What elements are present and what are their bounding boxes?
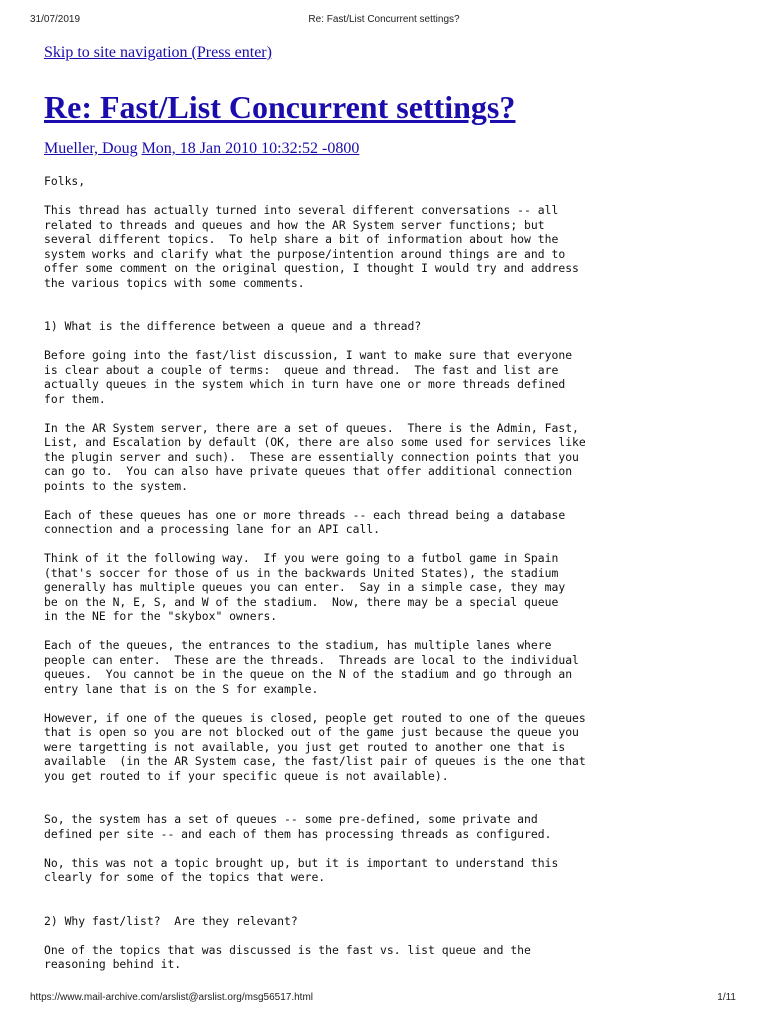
message-line: you get routed to if your specific queue is not available). bbox=[44, 768, 449, 783]
message-line: Each of the queues, the entrances to the stadium, has multiple lanes where bbox=[44, 638, 552, 652]
message-line: people can enter. These are the threads. Threads are local to the individual bbox=[44, 652, 579, 667]
message-line: defined per site -- and each of them has processing threads as configured. bbox=[44, 826, 552, 841]
message-line: that is open so you are not blocked out of the game just because the queue you bbox=[44, 725, 579, 739]
message-line: for them. bbox=[44, 391, 106, 406]
message-line: the various topics with some comments. bbox=[44, 275, 305, 290]
message-line: Think of it the following way. If you were going to a futbol game in Spain bbox=[44, 551, 559, 565]
message-line bbox=[44, 841, 744, 856]
message-line: In the AR System server, there are a set of queues. There is the Admin, Fast, bbox=[44, 420, 579, 435]
message-meta bbox=[44, 140, 744, 160]
message-line: the plugin server and such). These are essentially connection points that you bbox=[44, 449, 579, 464]
message-body bbox=[44, 174, 744, 972]
author-link[interactable]: Mueller, Doug bbox=[44, 140, 138, 157]
message-line: Before going into the fast/list discussion, I want to make sure that everyone bbox=[44, 348, 573, 362]
message-line bbox=[44, 899, 744, 914]
message-line: points to the system. bbox=[44, 478, 189, 493]
message-line: However, if one of the queues is closed, people get routed to one of the queues bbox=[44, 710, 586, 725]
print-date: 31/07/2019 bbox=[30, 14, 81, 25]
message-content bbox=[44, 40, 744, 972]
message-line: actually queues in the system which in turn have one or more threads defined bbox=[44, 377, 566, 391]
message-line: were targetting is not available, you just get routed to another one that is bbox=[44, 739, 566, 754]
message-line: No, this was not a topic brought up, but it is important to understand this bbox=[44, 855, 559, 870]
message-line: be on the N, E, S, and W of the stadium. Now, there may be a special queue bbox=[44, 594, 559, 609]
message-line: related to threads and queues and how the AR System server functions; but bbox=[44, 217, 545, 232]
message-line bbox=[44, 696, 744, 711]
message-line: connection and a processing lane for an API call. bbox=[44, 522, 381, 536]
print-url: https://www.mail-archive.com/arslist@arslist.org/msg56517.html bbox=[30, 992, 314, 1003]
print-footer bbox=[0, 992, 768, 1008]
print-page-title: Re: Fast/List Concurrent settings? bbox=[308, 14, 460, 25]
message-line bbox=[44, 406, 744, 421]
message-line bbox=[44, 334, 744, 349]
message-line bbox=[44, 305, 744, 320]
message-line: List, and Escalation by default (OK, there are also some used for services like bbox=[44, 435, 586, 449]
message-line: Folks, bbox=[44, 174, 86, 188]
message-line: generally has multiple queues you can enter. Say in a simple case, they may bbox=[44, 580, 566, 594]
message-line: entry lane that is on the S for example. bbox=[44, 681, 319, 696]
message-line: (that's soccer for those of us in the backwards United States), the stadium bbox=[44, 565, 559, 580]
message-line: can go to. You can also have private queues that offer additional connection bbox=[44, 464, 573, 478]
message-line bbox=[44, 928, 744, 943]
message-line: in the NE for the "skybox" owners. bbox=[44, 609, 278, 623]
message-line: So, the system has a set of queues -- some pre-defined, some private and bbox=[44, 812, 538, 826]
page-title-link[interactable]: Re: Fast/List Concurrent settings? bbox=[44, 89, 516, 125]
message-line bbox=[44, 783, 744, 798]
message-line: This thread has actually turned into several different conversations -- all bbox=[44, 203, 559, 217]
page-title[interactable] bbox=[44, 88, 744, 126]
message-line: 1) What is the difference between a queue and a thread? bbox=[44, 319, 422, 333]
message-line bbox=[44, 885, 744, 900]
message-line bbox=[44, 189, 744, 204]
message-line: system works and clarify what the purpose/intention around things are and to bbox=[44, 246, 566, 261]
date-link[interactable]: Mon, 18 Jan 2010 10:32:52 -0800 bbox=[141, 140, 360, 157]
message-line bbox=[44, 624, 744, 639]
message-line: 2) Why fast/list? Are they relevant? bbox=[44, 913, 298, 928]
message-line: queues. You cannot be in the queue on the N of the stadium and go through an bbox=[44, 667, 573, 681]
message-line bbox=[44, 493, 744, 508]
message-line: One of the topics that was discussed is the fast vs. list queue and the bbox=[44, 942, 531, 957]
message-line: Each of these queues has one or more threads -- each thread being a database bbox=[44, 507, 566, 522]
message-line: available (in the AR System case, the fast/list pair of queues is the one that bbox=[44, 754, 586, 768]
print-page-number: 1/11 bbox=[717, 992, 736, 1003]
message-line: offer some comment on the original question, I thought I would try and address bbox=[44, 261, 579, 275]
print-header bbox=[0, 14, 768, 30]
skip-navigation-link[interactable]: Skip to site navigation (Press enter) bbox=[44, 44, 272, 61]
message-line: reasoning behind it. bbox=[44, 957, 182, 971]
message-line bbox=[44, 537, 744, 552]
message-line bbox=[44, 798, 744, 813]
message-line: several different topics. To help share a bit of information about how the bbox=[44, 232, 559, 246]
message-line: is clear about a couple of terms: queue and thread. The fast and list are bbox=[44, 362, 559, 377]
message-line bbox=[44, 290, 744, 305]
message-line: clearly for some of the topics that were. bbox=[44, 870, 326, 884]
